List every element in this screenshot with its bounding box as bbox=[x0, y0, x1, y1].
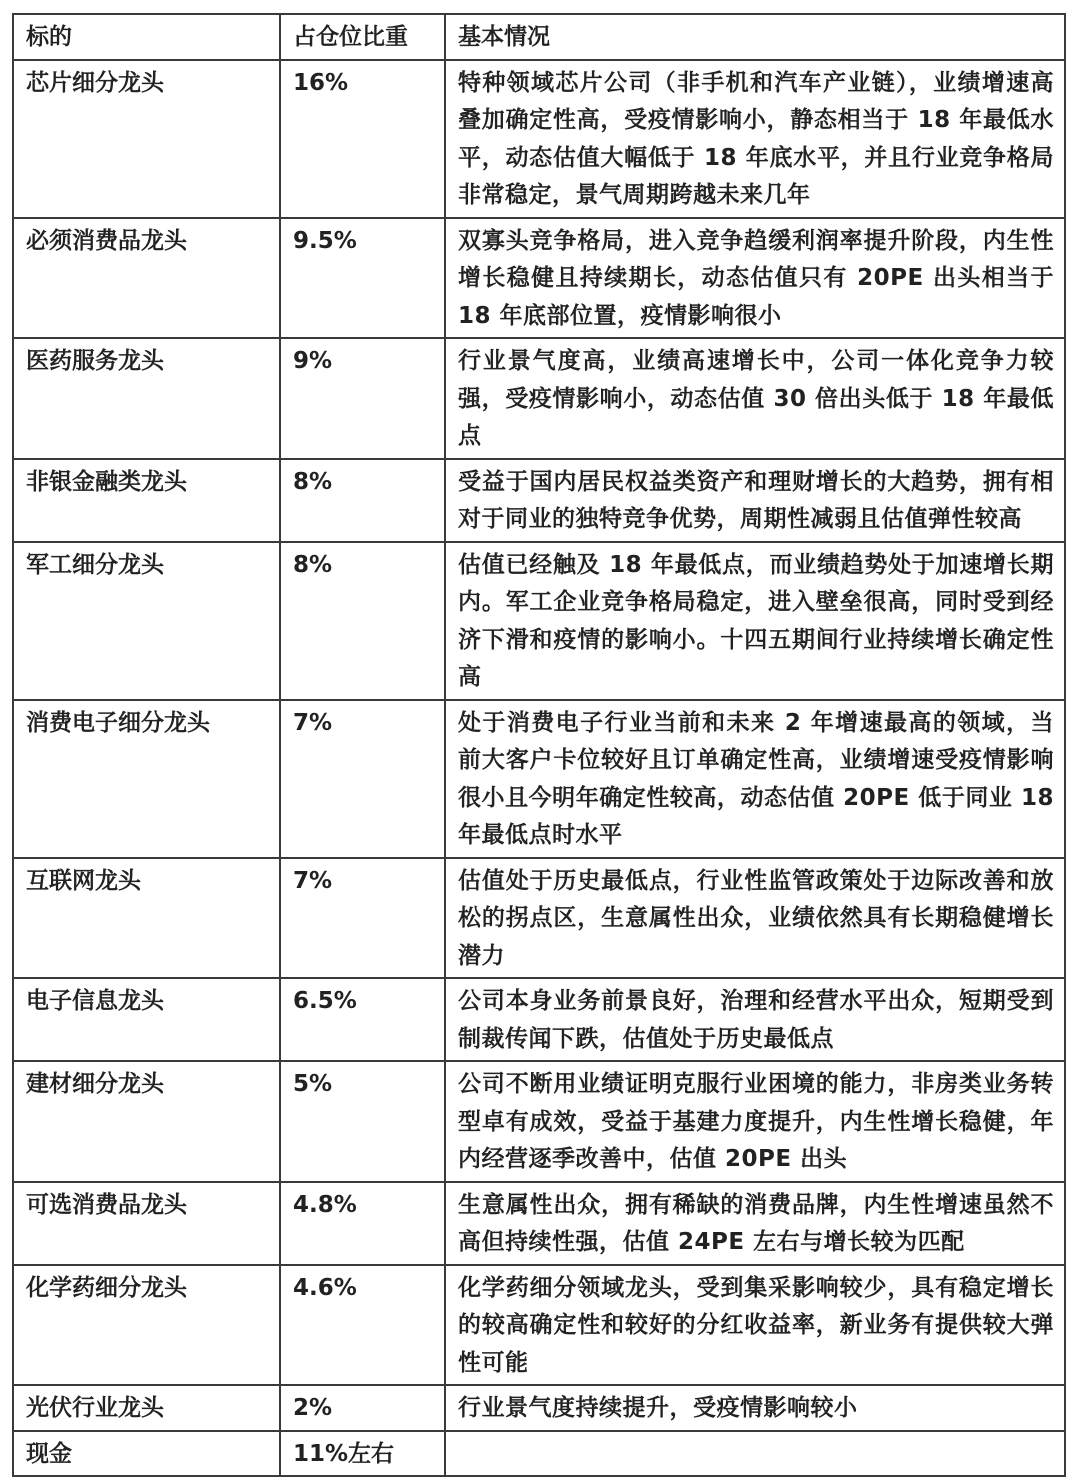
row-weight: 16% bbox=[280, 60, 445, 218]
row-target: 可选消费品龙头 bbox=[13, 1182, 280, 1265]
table-row bbox=[13, 1265, 1065, 1386]
table-row bbox=[13, 1061, 1065, 1182]
row-description: 处于消费电子行业当前和未来 2 年增速最高的领域，当前大客户卡位较好且订单确定性高，业绩增速受疫情影响很小且今明年确定性较高，动态估值 20PE 低于同业 18 年最低点时水平 bbox=[445, 700, 1065, 858]
row-target: 现金 bbox=[13, 1431, 280, 1477]
row-target: 互联网龙头 bbox=[13, 858, 280, 979]
row-target: 必须消费品龙头 bbox=[13, 218, 280, 339]
row-weight: 9.5% bbox=[280, 218, 445, 339]
row-description: 生意属性出众，拥有稀缺的消费品牌，内生性增速虽然不高但持续性强，估值 24PE 左右与增长较为匹配 bbox=[445, 1182, 1065, 1265]
table-row bbox=[13, 218, 1065, 339]
row-weight: 5% bbox=[280, 1061, 445, 1182]
table-row bbox=[13, 1431, 1065, 1477]
header-weight: 占仓位比重 bbox=[280, 14, 445, 60]
row-weight: 4.8% bbox=[280, 1182, 445, 1265]
row-description: 公司不断用业绩证明克服行业困境的能力，非房类业务转型卓有成效，受益于基建力度提升，内生性增长稳健，年内经营逐季改善中，估值 20PE 出头 bbox=[445, 1061, 1065, 1182]
table-row bbox=[13, 1182, 1065, 1265]
row-weight: 9% bbox=[280, 338, 445, 459]
row-description: 行业景气度高，业绩高速增长中，公司一体化竞争力较强，受疫情影响小，动态估值 30 倍出头低于 18 年最低点 bbox=[445, 338, 1065, 459]
row-target: 军工细分龙头 bbox=[13, 542, 280, 700]
row-description: 估值已经触及 18 年最低点，而业绩趋势处于加速增长期内。军工企业竞争格局稳定，进入壁垒很高，同时受到经济下滑和疫情的影响小。十四五期间行业持续增长确定性高 bbox=[445, 542, 1065, 700]
header-description: 基本情况 bbox=[445, 14, 1065, 60]
table-row bbox=[13, 700, 1065, 858]
holdings-table bbox=[12, 13, 1066, 1477]
row-target: 光伏行业龙头 bbox=[13, 1385, 280, 1431]
header-target: 标的 bbox=[13, 14, 280, 60]
row-description: 特种领域芯片公司（非手机和汽车产业链），业绩增速高叠加确定性高，受疫情影响小，静态相当于 18 年最低水平，动态估值大幅低于 18 年底水平，并且行业竞争格局非常稳定，景气周期跨越未来几年 bbox=[445, 60, 1065, 218]
table-header-row bbox=[13, 14, 1065, 60]
row-description: 化学药细分领域龙头，受到集采影响较少，具有稳定增长的较高确定性和较好的分红收益率，新业务有提供较大弹性可能 bbox=[445, 1265, 1065, 1386]
row-target: 消费电子细分龙头 bbox=[13, 700, 280, 858]
row-weight: 7% bbox=[280, 858, 445, 979]
row-weight: 11%左右 bbox=[280, 1431, 445, 1477]
table-row bbox=[13, 978, 1065, 1061]
table-row bbox=[13, 1385, 1065, 1431]
table-row bbox=[13, 338, 1065, 459]
row-weight: 6.5% bbox=[280, 978, 445, 1061]
row-target: 化学药细分龙头 bbox=[13, 1265, 280, 1386]
table-row bbox=[13, 459, 1065, 542]
row-weight: 2% bbox=[280, 1385, 445, 1431]
row-description: 估值处于历史最低点，行业性监管政策处于边际改善和放松的拐点区，生意属性出众，业绩依然具有长期稳健增长潜力 bbox=[445, 858, 1065, 979]
table-row bbox=[13, 60, 1065, 218]
row-weight: 7% bbox=[280, 700, 445, 858]
table-row bbox=[13, 858, 1065, 979]
row-weight: 4.6% bbox=[280, 1265, 445, 1386]
row-description: 公司本身业务前景良好，治理和经营水平出众，短期受到制裁传闻下跌，估值处于历史最低点 bbox=[445, 978, 1065, 1061]
row-target: 建材细分龙头 bbox=[13, 1061, 280, 1182]
row-description: 受益于国内居民权益类资产和理财增长的大趋势，拥有相对于同业的独特竞争优势，周期性减弱且估值弹性较高 bbox=[445, 459, 1065, 542]
row-description: 双寡头竞争格局，进入竞争趋缓利润率提升阶段，内生性增长稳健且持续期长，动态估值只有 20PE 出头相当于 18 年底部位置，疫情影响很小 bbox=[445, 218, 1065, 339]
row-description bbox=[445, 1431, 1065, 1477]
row-weight: 8% bbox=[280, 459, 445, 542]
row-target: 非银金融类龙头 bbox=[13, 459, 280, 542]
row-target: 电子信息龙头 bbox=[13, 978, 280, 1061]
row-target: 医药服务龙头 bbox=[13, 338, 280, 459]
row-description: 行业景气度持续提升，受疫情影响较小 bbox=[445, 1385, 1065, 1431]
row-target: 芯片细分龙头 bbox=[13, 60, 280, 218]
row-weight: 8% bbox=[280, 542, 445, 700]
table-row bbox=[13, 542, 1065, 700]
